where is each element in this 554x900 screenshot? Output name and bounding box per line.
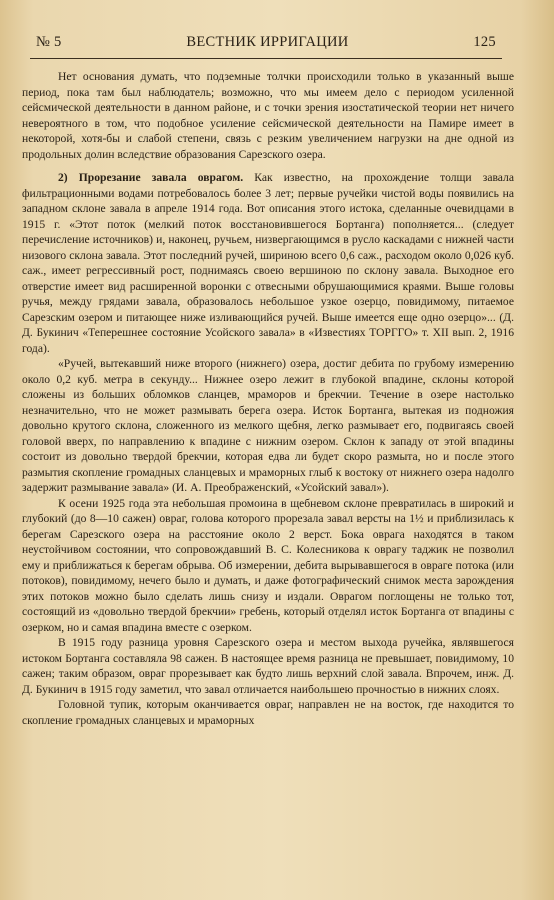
- section-heading: 2) Прорезание завала оврагом.: [58, 171, 244, 184]
- paragraph-4: К осени 1925 года эта небольшая промоина в щебневом склоне превратилась в широкий и глубокий (до 8—10 сажен) овраг, голова которого прорезала завал версты на 1½ и приблизилась к берегам Сарезского озера на расстояние около 2 верст. Бока оврага находятся в таком неустойчивом состоянии, что сопровождавший В. С. Колесникова к оврагу таджик не позволил ему и приближаться к берегам обрыва. Об измерении, дебита вырывавшегося в овраге потока (или потоков), повидимому, нечего было и думать, и даже фотографический снимок места зарождения этих потоков можно было сделать лишь снизу и издали. Оврагом поглощены не только тот, состоящий из «довольно твердой брекчии» гребень, который отделял исток Бортанга от впадины с озерком, но и самая впадина вместе с озерком.: [22, 496, 514, 634]
- header-rule: [30, 58, 502, 59]
- paragraph-6: Головной тупик, которым оканчивается овраг, направлен не на восток, где находится то скопление громадных сланцевых и мраморных: [22, 698, 514, 727]
- paragraph-2: 2) Прорезание завала оврагом. Как известно, на прохождение толщи завала фильтрационными водами потребовалось более 3 лет; первые ручейки чистой воды появились на западном склоне завала в апреле 1914 года. Вот описания этого истока, сделанные очевидцами в 1915 г. «Этот поток (мелкий поток восстановившегося Бортанга) пополняется... (следует перечисление источников) и, наконец, ручьем, низвергающимся в русло каскадами с нижней части низового склона завала. Этот последний ручей, шириною всего 0,6 саж., расходом около 0,026 куб. саж., имеет регрессивный рост, поднимаясь своею вершиною по склону завала. Выходное его отверстие имеет вид расширенной воронки с отвесными обрушающимися краями. Выше головы ручья, между грядами завала, образовалось небольшое узкое озерцо, повидимому, питаемое Сарезским озером и питающее ниже изливающийся ручей. Выше имеется еще одно озерцо»... (Д. Д. Букинич «Теперешнее состояние Усойского завала» в «Известиях ТОРГГО» т. XII вып. 2, 1916 года).: [22, 171, 514, 355]
- article-body: [22, 69, 514, 728]
- paragraph-5: В 1915 году разница уровня Сарезского озера и местом выхода ручейка, являвшегося истоком Бортанга составляла 98 сажен. В настоящее время разница не превышает, повидимому, 10 сажен; таким образом, овраг прорезывает как будто лишь верхний слой завала. Впрочем, инж. Д. Д. Букинич в 1915 году заметил, что завал отличается наибольшею прочностью в нижних слоях.: [22, 636, 514, 696]
- paragraph-1: Нет основания думать, что подземные толчки происходили только в указанный выше период, пока там был наблюдатель; возможно, что мы имеем дело с периодом усиленной сейсмической деятельности в данном районе, и с точки зрения изостатической теории нет ничего невероятного в том, что подобное усиление сейсмической деятельности на Памире имеет в некоторой, хотя-бы и слабой степени, связь с резким увеличением нагрузки на дне одной из продольных долин вследствие образования Сарезского озера.: [22, 70, 514, 161]
- journal-title: ВЕСТНИК ИРРИГАЦИИ: [186, 34, 349, 50]
- issue-number: № 5: [36, 34, 62, 50]
- page-number: 125: [473, 34, 496, 50]
- paragraph-3: «Ручей, вытекавший ниже второго (нижнего) озера, достиг дебита по грубому измерению около 0,2 куб. метра в секунду... Нижнее озеро лежит в глубокой впадине, склоны которой сложены из больших обломков сланцев, мраморов и брекчии. Течение в озере настолько незначительно, что не может размывать берега озера. Исток Бортанга, вытекая из подножия довольно крутого склона, сложенного из мелкого щебня, легко размывает его, подвигаясь своей головой вверх, по направлению к впадине с нижним озером. Склон к западу от этой впадины состоит из довольно твердой брекчии, которая едва ли будет скоро размыта, но и после этого размытия скопление громадных сланцевых и мраморных глыб к востоку от нижнего озера надолго задержит размывание завала» (И. А. Преображенский, «Усойский завал»).: [22, 357, 514, 494]
- running-header: [36, 34, 496, 56]
